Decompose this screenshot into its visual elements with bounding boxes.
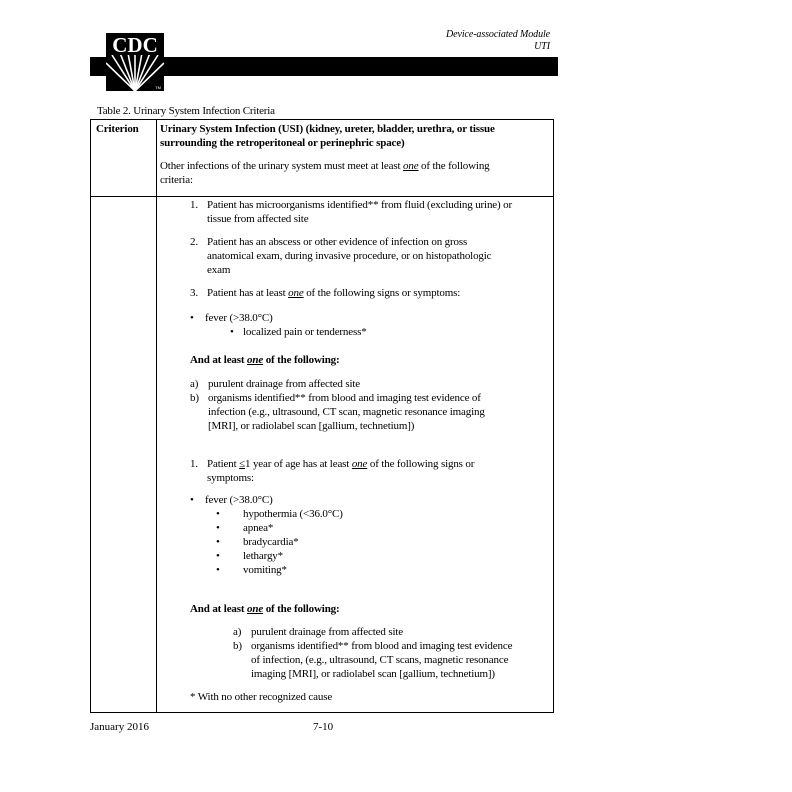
bullet-icon: • xyxy=(230,326,234,338)
criterion-1-line2: tissue from affected site xyxy=(207,213,309,225)
bullet-icon: • xyxy=(190,312,194,324)
option-a-text: purulent drainage from affected site xyxy=(208,378,360,390)
header-section: UTI xyxy=(534,41,550,52)
intro-line2: criteria: xyxy=(160,174,193,186)
infant-option-b-line2: of infection, (e.g., ultrasound, CT scans, magnetic resonance xyxy=(251,654,509,666)
bullet-icon: • xyxy=(216,508,220,520)
infant-option-b-line3: imaging [MRI], or radiolabel scan [gallium, technetium]) xyxy=(251,668,495,680)
option-a-label: a) xyxy=(190,378,199,390)
intro-line1: Other infections of the urinary system must meet at least one of the following xyxy=(160,160,490,172)
option-b-line2: infection (e.g., ultrasound, CT scan, magnetic resonance imaging xyxy=(208,406,485,418)
criterion-2-line2: anatomical exam, during invasive procedure, or on histopathologic xyxy=(207,250,492,262)
infant-criterion-line2: symptoms: xyxy=(207,472,254,484)
criterion-1-line1: Patient has microorganisms identified** from fluid (excluding urine) or xyxy=(207,199,513,211)
logo-tm: TM xyxy=(155,85,161,90)
footer-date: January 2016 xyxy=(90,721,149,733)
usi-title-line1: Urinary System Infection (USI) (kidney, ureter, bladder, urethra, or tissue xyxy=(160,123,495,135)
infant-criterion-line1: Patient ≤1 year of age has at least one of the following signs or xyxy=(207,458,475,470)
sign-fever: fever (>38.0°C) xyxy=(205,312,273,324)
row-divider xyxy=(90,196,554,197)
bullet-icon: • xyxy=(190,494,194,506)
infant-option-a-text: purulent drainage from affected site xyxy=(251,626,403,638)
criterion-2-line3: exam xyxy=(207,264,231,276)
intro-emphasis: one xyxy=(403,160,419,172)
running-header xyxy=(350,29,550,53)
infant-sign-apnea: apnea* xyxy=(243,522,274,534)
infant-sign-hypothermia: hypothermia (<36.0°C) xyxy=(243,508,343,520)
infant-option-b-label: b) xyxy=(233,640,242,652)
infant-sign-fever: fever (>38.0°C) xyxy=(205,494,273,506)
page-number: 7-10 xyxy=(313,721,334,733)
cdc-logo xyxy=(106,33,164,91)
bullet-icon: • xyxy=(216,522,220,534)
criterion-3-text: Patient has at least one of the following signs or symptoms: xyxy=(207,287,461,299)
criterion-2-number: 2. xyxy=(190,236,198,248)
header-module: Device-associated Module xyxy=(446,29,550,40)
bullet-icon: • xyxy=(216,536,220,548)
usi-title-line2: surrounding the retroperitoneal or perinephric space) xyxy=(160,137,405,149)
option-b-label: b) xyxy=(190,392,199,404)
bullet-icon: • xyxy=(216,550,220,562)
infant-sign-lethargy: lethargy* xyxy=(243,550,283,562)
infant-option-a-label: a) xyxy=(233,626,242,638)
criterion-3-number: 3. xyxy=(190,287,198,299)
option-b-line1: organisms identified** from blood and imaging test evidence of xyxy=(208,392,481,404)
option-b-line3: [MRI], or radiolabel scan [gallium, technetium]) xyxy=(208,420,415,432)
logo-text: CDC xyxy=(112,33,158,57)
infant-option-b-line1: organisms identified** from blood and imaging test evidence xyxy=(251,640,513,652)
criterion-2-line1: Patient has an abscess or other evidence of infection on gross xyxy=(207,236,468,248)
criterion-1-number: 1. xyxy=(190,199,198,211)
infant-sign-bradycardia: bradycardia* xyxy=(243,536,299,548)
infant-criterion-number: 1. xyxy=(190,458,198,470)
footnote: * With no other recognized cause xyxy=(190,691,333,703)
infant-sign-vomiting: vomiting* xyxy=(243,564,287,576)
and-at-least-one-heading: And at least one of the following: xyxy=(190,354,340,366)
column-divider xyxy=(156,119,157,713)
and-at-least-one-heading-2: And at least one of the following: xyxy=(190,603,340,615)
table-caption: Table 2. Urinary System Infection Criteria xyxy=(97,105,275,117)
criterion-header: Criterion xyxy=(96,123,139,135)
bullet-icon: • xyxy=(216,564,220,576)
sign-pain: localized pain or tenderness* xyxy=(243,326,367,338)
